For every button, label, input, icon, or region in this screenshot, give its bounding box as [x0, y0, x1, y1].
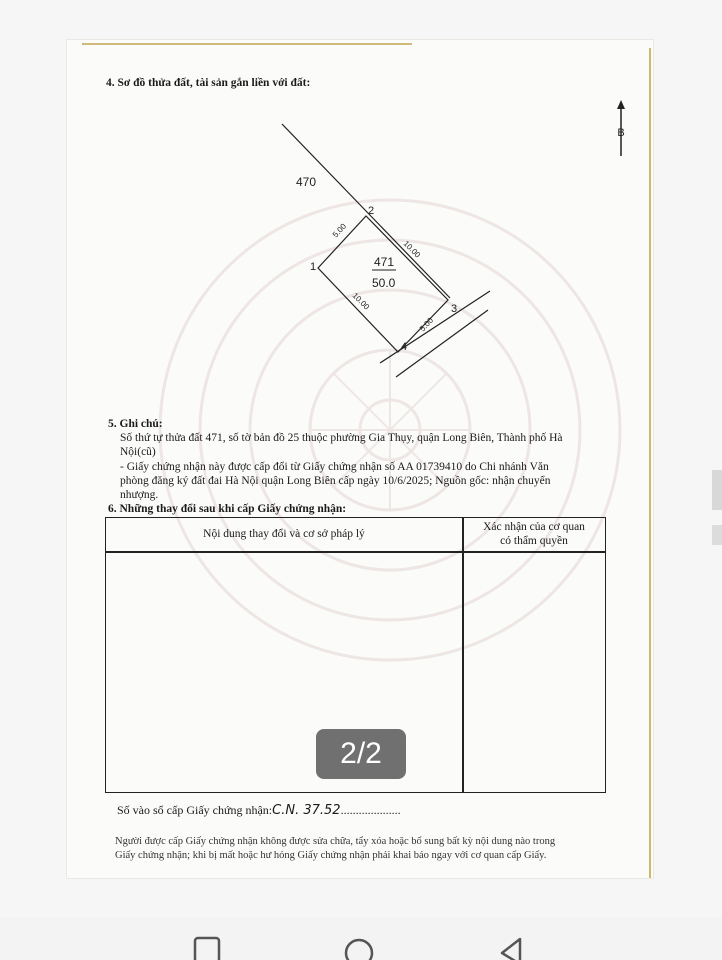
corner-3: 3: [451, 303, 458, 315]
header-line: Xác nhận của cơ quan: [483, 521, 585, 533]
notes-section: [108, 417, 608, 502]
note-line: Số thứ tự thửa đất 471, số tờ bản đồ 25 thuộc phường Gia Thụy, quận Long Biên, Thành phố Hà: [120, 432, 563, 445]
circle-icon[interactable]: [344, 936, 374, 960]
registration-value: C.N. 37.52: [272, 803, 341, 818]
table-header-confirmation: [464, 521, 604, 548]
square-icon[interactable]: [192, 936, 222, 960]
edge-2-3-length: 10.00: [401, 239, 423, 260]
registration-label: Số vào sổ cấp Giấy chứng nhận:: [117, 803, 273, 817]
north-arrow-icon: [612, 100, 630, 160]
side-handle: [712, 525, 722, 545]
registration-dots: ....................: [340, 803, 401, 817]
adjacent-parcel-label: 470: [296, 175, 317, 189]
section-6-heading: 6. Những thay đổi sau khi cấp Giấy chứng nhận:: [108, 503, 347, 515]
corner-4: 4: [401, 341, 408, 353]
side-handle: [712, 470, 722, 510]
section-5-heading: 5. Ghi chú:: [108, 418, 163, 430]
footer-line: Giấy chứng nhận; khi bị mất hoặc hư hỏng Giấy chứng nhận phải khai báo ngay với cơ quan cấp Giấy.: [115, 850, 547, 861]
parcel-number: 471: [374, 255, 395, 269]
page-edge-right: [649, 48, 651, 878]
footer-line: Người được cấp Giấy chứng nhận không được sửa chữa, tẩy xóa hoặc bổ sung bất kỳ nội dung nào trong: [115, 836, 556, 847]
table-header-rule: [106, 551, 605, 553]
note-line: - Giấy chứng nhận này được cấp đổi từ Giấy chứng nhận số AA 01739410 do Chi nhánh Văn: [120, 460, 549, 473]
corner-2: 2: [368, 205, 375, 217]
note-line: phòng đăng ký đất đai Hà Nội quận Long Biên cấp ngày 10/6/2025; Nguồn gốc: nhận chuyển: [120, 474, 551, 487]
table-header-content: Nội dung thay đổi và cơ sở pháp lý: [203, 528, 365, 540]
edge-3-4-length: 5.00: [417, 315, 436, 334]
triangle-back-icon[interactable]: [496, 936, 526, 960]
page-indicator: 2/2: [316, 729, 406, 779]
corner-1: 1: [310, 261, 317, 273]
registration-number: [117, 803, 401, 818]
parcel-area: 50.0: [372, 276, 396, 290]
header-line: có thẩm quyền: [500, 534, 568, 547]
edge-1-4-length: 10.00: [350, 291, 372, 312]
footer-warning: [115, 835, 615, 863]
section-4-heading: 4. Sơ đồ thửa đất, tài sản gắn liền với đất:: [106, 77, 311, 89]
table-divider: [462, 518, 464, 792]
note-line: nhượng.: [120, 489, 159, 502]
edge-1-2-length: 5.00: [330, 221, 349, 240]
page-edge-top: [82, 43, 412, 45]
system-navigation-bar: [0, 918, 722, 960]
parcel-sketch: [200, 120, 520, 390]
north-label: B: [617, 127, 625, 139]
note-line: Nội(cũ): [120, 446, 156, 459]
